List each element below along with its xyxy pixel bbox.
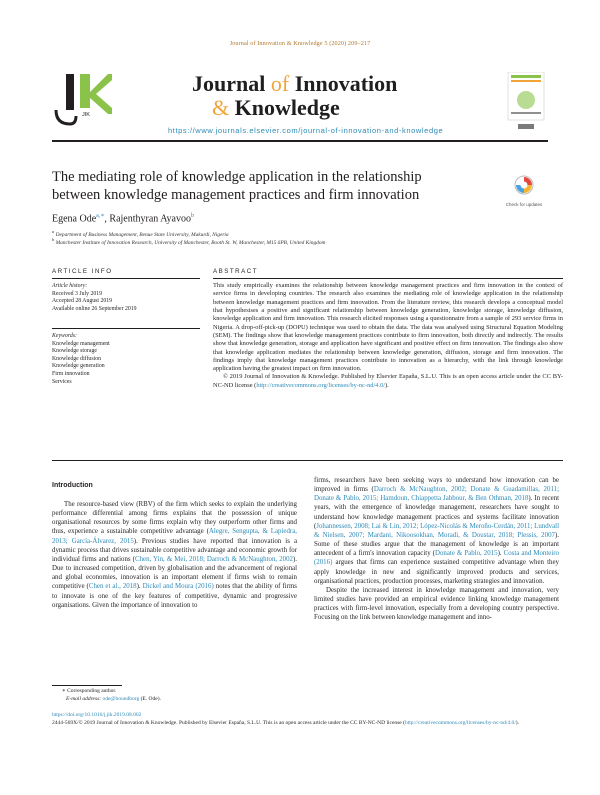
crossmark-label: Check for updates [505,202,543,207]
header-rule [52,140,548,142]
footer-license: 2444-569X/© 2019 Journal of Innovation & Knowledge. Published by Elsevier España, S.L.U. This is an open access article under the CC BY-NC-ND license (http://creativecommons.org/licenses/by-nc-nd/4.0/). [52,720,519,726]
logo-text: JIK [82,112,90,118]
jik-logo-icon [52,72,112,132]
journal-citation: Journal of Innovation & Knowledge 5 (2020) 209–217 [229,40,371,47]
journal-logo [52,72,112,132]
affiliation-b: $^b$ Manchester Institute of Innovation Research, University of Manchester, Booth St. W, Manchester, M15 6PB, United Kingdom [52,237,326,246]
intro-paragraph-2: Despite the increased interest in knowledge management and innovation, very limited studies have provided an empirical evidence linking knowledge management practices with firm-level innovation, especially from a developing country perspective. Focusing on the link between knowledge management and inno- [314,586,559,622]
author-1: Egena Ode [52,213,97,225]
journal-title: Journal of Innovation & Knowledge [192,71,398,120]
footnote-corresponding: ∗ Corresponding author. [62,688,117,694]
keyword: Knowledge generation [52,363,105,370]
keyword: Firm innovation [52,370,90,377]
keywords-block: Keywords: Knowledge management Knowledge storage Knowledge diffusion Knowledge generation Firm innovation Services [52,333,200,386]
abstract-body [213,282,563,390]
crossmark-icon [514,175,534,197]
intro-paragraph-cont: firms, researchers have been seeking ways to understand how innovation can be improved in firms (Darroch & McNaughton, 2002; Donate & Guadamillas, 2011; Donate & Pablo, 2015; Hamdoun, Chiappetta Jabbour, & Ben Othman, 2018). In recent years, with the emergence of knowledge management, researchers have sought to understand how knowledge management practices and systems facilitate innovation (Johannessen, 2008; Lai & Lin, 2012; López-Nicolás & Meroño-Cerdán, 2011; Lundvall & Nielsen, 2007; Mardani, Nikoosokhan, Moradi, & Doustar, 2018; Plessis, 2007). Some of these studies argue that the management of knowledge is an important antecedent of a firm's innovation capacity (Donate & Pablo, 2015). Costa and Monteiro (2016) argues that firms can experience sustained competitive advantage when they apply knowledge in new and significantly improved products and services, organisational practices, production processes, marketing strategies and innovation. [314,477,559,585]
article-info-heading: ARTICLE INFO [52,268,113,275]
keyword: Knowledge management [52,340,110,347]
license-link[interactable]: http://creativecommons.org/licenses/by-nc-nd/4.0/ [256,381,386,389]
check-for-updates-badge[interactable] [504,175,544,209]
article-info-rule [52,278,200,279]
affiliation-a: $^a$ Department of Business Management, Benue State University, Makurdi, Nigeria [52,229,229,238]
footer-license-link[interactable]: http://creativecommons.org/licenses/by-nc-nd/4.0/ [404,720,516,726]
keyword: Knowledge diffusion [52,355,101,362]
intro-paragraph-1: The resource-based view (RBV) of the firm which seeks to explain the underlying performance differential among firms explains that the possession of unique organisational resources by some firms explain why they outperform other firms and thus, experience a sustainable competitive advantage (Alegre, Sengupta, & Lapiedra, 2013; García-Álvarez, 2015). Previous studies have reported that innovation is a dynamic process that drives sustainable competitive advantage and economic growth for individual firms and nations (Chen, Yin, & Mei, 2018; Darroch & McNaughton, 2002). Due to increased competition, driven by globalisation and the advancement of regional and global economies, innovation is an important element if firms wish to remain competitive (Chen et al., 2018). Dickel and Moura (2016) notes that the ability of firms to innovate is one of the key features of competitive, dynamic and progressive organisations. Given the importance of innovation to [52,501,298,609]
abstract-rule [213,278,563,279]
intro-right-column [314,476,559,623]
journal-cover-icon [500,72,552,132]
intro-left-column [52,500,297,610]
doi-link[interactable]: https://doi.org/10.1016/j.jik.2019.08.002 [52,712,142,718]
article-history: Article history: Received 3 July 2019 Accepted 28 August 2019 Available online 26 September 2019 [52,283,137,312]
email-link[interactable]: ode@boundborg [102,696,140,702]
abstract-copyright: © 2019 Journal of Innovation & Knowledge. Published by Elsevier España, S.L.U. This is an open access article under the CC BY-NC-ND license (http://creativecommons.org/licenses/by-nc-nd/4.0/). [213,373,563,389]
footnote-email: E-mail address: ode@boundborg (E. Ode). [66,696,161,702]
author-2: Rajenthyran Ayavoo [109,213,191,225]
introduction-heading: Introduction [52,482,93,489]
article-info-divider [52,328,200,329]
article-title: The mediating role of knowledge application in the relationship between knowledge management practices and firm innovation [52,169,422,203]
footnote-rule [52,685,122,686]
keyword: Knowledge storage [52,348,97,355]
abstract-bottom-rule [52,460,563,461]
abstract-text: This study empirically examines the relationship between knowledge management practices and firm innovation in the context of service firms in developing countries. The research also examines the mediating role of knowledge application in the relationship between knowledge management practices and firm innovation. From the literature review, this research develops a conceptual model that hypothesises a positive and significant relationship between knowledge generation, knowledge storage, knowledge diffusion, knowledge application and firm innovation. This research elicited responses using a questionnaire from a sample of 293 service firms in Nigeria. A drop-off-pick-up (DOPU) technique was used to obtain the data. The data was analysed using Structural Equation Modeling (SEM). The findings show that knowledge management practices contribute to firm innovation, both directly and indirectly. The results show that knowledge generation, storage and application have significant and positive effect on firm innovation. The findings also show that knowledge application mediates the relationship between knowledge generation, diffusion, storage and firm innovation. The findings imply that knowledge management practices contribute to innovation as a hierarchy, with the link through knowledge application having the greatest impact on firm innovation. [213,282,563,373]
authors-line: Egena Ode$^{a,∗}$, Rajenthyran Ayavoo$^b$ [52,213,194,225]
abstract-heading: ABSTRACT [213,268,259,275]
journal-cover-thumbnail [500,72,552,132]
keyword: Services [52,378,72,385]
journal-url[interactable]: https://www.journals.elsevier.com/journal-of-innovation-and-knowledge [168,126,444,135]
